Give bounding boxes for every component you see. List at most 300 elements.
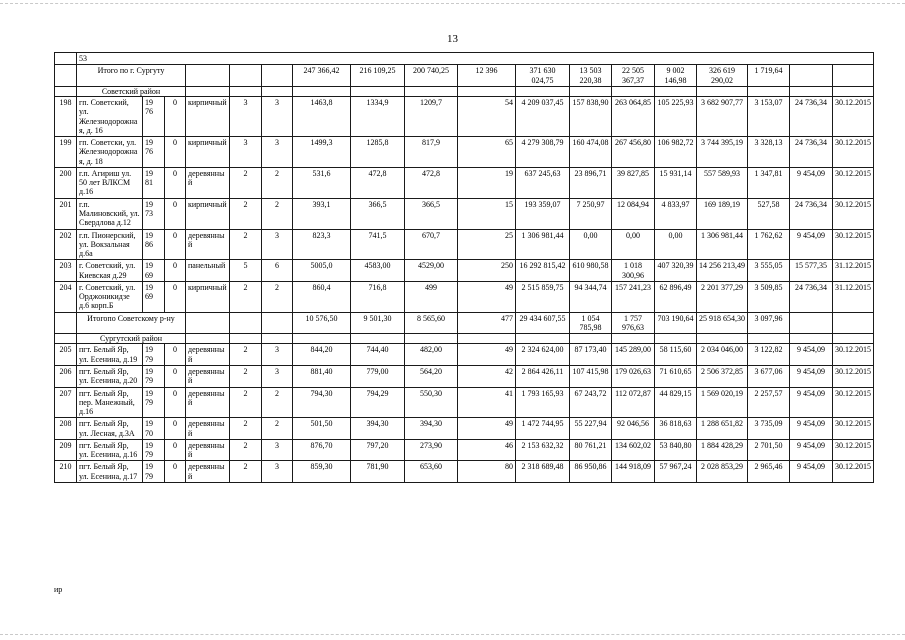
- cell-dt: 30.12.2015: [833, 461, 874, 483]
- cell-f: 2: [230, 281, 262, 312]
- cell: [55, 334, 77, 344]
- cell-a1: 501,50: [293, 418, 351, 440]
- cell-addr: пгт. Белый Яр, ул. Есенина, д.17: [77, 461, 143, 483]
- cell-z: 0: [165, 198, 186, 229]
- cell-s4: 14 256 213,49: [697, 260, 748, 282]
- cell-a2: 4583,00: [351, 260, 405, 282]
- cell-s4: 169 189,19: [697, 198, 748, 229]
- cell-dt: 30.12.2015: [833, 418, 874, 440]
- cell-t: 2 153 632,32: [516, 439, 570, 461]
- cell-addr: г. Советский, ул. Киевская д.29: [77, 260, 143, 282]
- cell: [55, 86, 77, 96]
- cell: [612, 334, 655, 344]
- footer-note: ир: [54, 585, 63, 594]
- cell-f: 5: [230, 260, 262, 282]
- cell-a2: 781,90: [351, 461, 405, 483]
- cell-dt: 30.12.2015: [833, 229, 874, 260]
- table-row: [55, 418, 874, 440]
- cell-s1: 80 761,21: [570, 439, 612, 461]
- cell-mat: кирпичный: [186, 281, 230, 312]
- cell-s3: 44 829,15: [655, 387, 697, 418]
- cell: [55, 312, 77, 334]
- total-cell: 1 054 785,98: [570, 312, 612, 334]
- cell-addr: пгт. Белый Яр, ул. Есенина, д.20: [77, 365, 143, 387]
- cell-z: 0: [165, 260, 186, 282]
- cell-a3: 273,90: [405, 439, 458, 461]
- cell-p: 42: [458, 365, 516, 387]
- cell-e: 3: [262, 365, 293, 387]
- cell-mat: деревянный: [186, 418, 230, 440]
- cell-year: 19 79: [143, 439, 165, 461]
- cell-s4: 1 306 981,44: [697, 229, 748, 260]
- cell-z: 0: [165, 365, 186, 387]
- cell-a3: 366,5: [405, 198, 458, 229]
- cell-t: 4 209 037,45: [516, 97, 570, 137]
- cell-t: 637 245,63: [516, 167, 570, 198]
- cell-p: 54: [458, 97, 516, 137]
- total-cell: 477: [458, 312, 516, 334]
- cell-n: 207: [55, 387, 77, 418]
- cell-n: 199: [55, 137, 77, 168]
- cell-lim: 15 577,35: [790, 260, 833, 282]
- cell-s2: 267 456,80: [612, 137, 655, 168]
- cell-z: 0: [165, 418, 186, 440]
- cell-p: 19: [458, 167, 516, 198]
- cell-dt: 31.12.2015: [833, 281, 874, 312]
- cell: [262, 334, 293, 344]
- cell-s4: 557 589,93: [697, 167, 748, 198]
- cell-year: 19 79: [143, 365, 165, 387]
- cell: [570, 86, 612, 96]
- cell-a3: 472,8: [405, 167, 458, 198]
- cell-n: 200: [55, 167, 77, 198]
- cell: [516, 334, 570, 344]
- cell-n: 205: [55, 344, 77, 366]
- cell-t: 16 292 815,42: [516, 260, 570, 282]
- cell: [293, 86, 351, 96]
- cell-s4: 2 034 046,00: [697, 344, 748, 366]
- cell: [230, 312, 262, 334]
- cell-s1: 157 838,90: [570, 97, 612, 137]
- total-cell: 29 434 607,55: [516, 312, 570, 334]
- cell-s2: 12 084,94: [612, 198, 655, 229]
- cell-a1: 531,6: [293, 167, 351, 198]
- cell-t: 2 324 624,00: [516, 344, 570, 366]
- cell-year: 19 70: [143, 418, 165, 440]
- section-title: Советский район: [77, 86, 186, 96]
- cell-dt: 30.12.2015: [833, 198, 874, 229]
- cell: [790, 334, 833, 344]
- cell-mat: кирпичный: [186, 137, 230, 168]
- table-body: [55, 53, 874, 483]
- cell-e: 3: [262, 137, 293, 168]
- section-total-row: [55, 312, 874, 334]
- cell-mat: кирпичный: [186, 97, 230, 137]
- cell-dt: 31.12.2015: [833, 260, 874, 282]
- section-header-row: [55, 334, 874, 344]
- top-row: [55, 53, 874, 65]
- cell-addr: г. Советский, ул. Орджоникидзе д.6 корп.Б: [77, 281, 143, 312]
- total-cell: 1 757 976,63: [612, 312, 655, 334]
- cell-s3: 106 982,72: [655, 137, 697, 168]
- table-row: [55, 439, 874, 461]
- cell-s3: 36 818,63: [655, 418, 697, 440]
- cell-mat: панельный: [186, 260, 230, 282]
- cell: [186, 86, 230, 96]
- cell-addr: г.п. Малиновский, ул. Свердлова д.12: [77, 198, 143, 229]
- cell-t: 2 515 859,75: [516, 281, 570, 312]
- cell-s1: 55 227,94: [570, 418, 612, 440]
- table-row: [55, 344, 874, 366]
- cell-a1: 844,20: [293, 344, 351, 366]
- cell-mat: деревянный: [186, 229, 230, 260]
- cell-p: 49: [458, 418, 516, 440]
- cell-s2: 157 241,23: [612, 281, 655, 312]
- table-row: [55, 461, 874, 483]
- cell-t: 1 472 744,95: [516, 418, 570, 440]
- cell: [458, 334, 516, 344]
- section-total-label: Итогопо Советскому р-ну: [77, 312, 186, 334]
- cell-lim: 24 736,34: [790, 281, 833, 312]
- cell-e: 3: [262, 461, 293, 483]
- table-row: [55, 260, 874, 282]
- cell-s3: 58 115,60: [655, 344, 697, 366]
- cell-t: 2 864 426,11: [516, 365, 570, 387]
- cell-lim: 9 454,09: [790, 344, 833, 366]
- cell-s3: 71 610,65: [655, 365, 697, 387]
- cell-year: 19 73: [143, 198, 165, 229]
- table-row: [55, 281, 874, 312]
- cell-e: 3: [262, 97, 293, 137]
- cell-p: 80: [458, 461, 516, 483]
- cell-year: 19 81: [143, 167, 165, 198]
- cell-f: 2: [230, 418, 262, 440]
- total-cell: 12 396: [458, 65, 516, 87]
- cell-lim: 24 736,34: [790, 137, 833, 168]
- cell-a2: 741,5: [351, 229, 405, 260]
- cell-p: 250: [458, 260, 516, 282]
- total-cell: 8 565,60: [405, 312, 458, 334]
- scan-edge-top: [0, 3, 905, 5]
- total-cell: 216 109,25: [351, 65, 405, 87]
- cell: [748, 86, 790, 96]
- cell: [262, 312, 293, 334]
- cell: [186, 334, 230, 344]
- total-cell: 9 501,30: [351, 312, 405, 334]
- cell-t: 4 279 308,79: [516, 137, 570, 168]
- cell-pm: 2 257,57: [748, 387, 790, 418]
- cell-z: 0: [165, 97, 186, 137]
- cell-s3: 0,00: [655, 229, 697, 260]
- cell-f: 2: [230, 387, 262, 418]
- cell-lim: 9 454,09: [790, 418, 833, 440]
- cell-s1: 87 173,40: [570, 344, 612, 366]
- cell-lim: 9 454,09: [790, 461, 833, 483]
- cell-n: 210: [55, 461, 77, 483]
- cell-s1: 67 243,72: [570, 387, 612, 418]
- cell-s3: 407 320,39: [655, 260, 697, 282]
- cell: [790, 312, 833, 334]
- cell-pm: 3 555,05: [748, 260, 790, 282]
- cell-s3: 105 225,93: [655, 97, 697, 137]
- cell-a2: 394,30: [351, 418, 405, 440]
- cell-a1: 860,4: [293, 281, 351, 312]
- table-row: [55, 229, 874, 260]
- cell-p: 49: [458, 281, 516, 312]
- cell-s4: 2 506 372,85: [697, 365, 748, 387]
- cell-year: 19 79: [143, 344, 165, 366]
- cell-a3: 482,00: [405, 344, 458, 366]
- cell-f: 2: [230, 365, 262, 387]
- cell-s2: 263 064,85: [612, 97, 655, 137]
- cell-dt: 30.12.2015: [833, 365, 874, 387]
- cell-s4: 1 569 020,19: [697, 387, 748, 418]
- scan-edge-bottom: [0, 634, 905, 636]
- cell-pm: 2 701,50: [748, 439, 790, 461]
- cell: [790, 86, 833, 96]
- cell: [351, 334, 405, 344]
- cell-mat: деревянный: [186, 167, 230, 198]
- cell-a1: 859,30: [293, 461, 351, 483]
- cell: [186, 312, 230, 334]
- cell: [516, 86, 570, 96]
- cell-a1: 1499,3: [293, 137, 351, 168]
- cell-s2: 39 827,85: [612, 167, 655, 198]
- cell: [293, 334, 351, 344]
- cell-pm: 3 509,85: [748, 281, 790, 312]
- cell-t: 1 306 981,44: [516, 229, 570, 260]
- cell-pm: 3 153,07: [748, 97, 790, 137]
- cell: [697, 334, 748, 344]
- cell-z: 0: [165, 281, 186, 312]
- cell-a3: 4529,00: [405, 260, 458, 282]
- cell-p: 25: [458, 229, 516, 260]
- table-row: [55, 365, 874, 387]
- cell-n: 208: [55, 418, 77, 440]
- cell-s4: 1 884 428,29: [697, 439, 748, 461]
- cell-addr: пгт. Белый Яр, ул. Есенина, д.19: [77, 344, 143, 366]
- total-cell: 3 097,96: [748, 312, 790, 334]
- cell-e: 6: [262, 260, 293, 282]
- cell-lim: 24 736,34: [790, 198, 833, 229]
- cell-s2: 134 602,02: [612, 439, 655, 461]
- total-cell: 1 719,64: [748, 65, 790, 87]
- cell-n: 206: [55, 365, 77, 387]
- cell-a3: 564,20: [405, 365, 458, 387]
- cell-dt: 30.12.2015: [833, 167, 874, 198]
- table-row: [55, 167, 874, 198]
- cell-t: 2 318 689,48: [516, 461, 570, 483]
- cell-addr: г.п. Агириш ул. 50 лет ВЛКСМ д.16: [77, 167, 143, 198]
- cell-dt: 30.12.2015: [833, 387, 874, 418]
- cell-z: 0: [165, 439, 186, 461]
- cell-f: 2: [230, 344, 262, 366]
- cell-a2: 1285,8: [351, 137, 405, 168]
- cell-p: 65: [458, 137, 516, 168]
- cell-s3: 53 840,80: [655, 439, 697, 461]
- cell-n: 201: [55, 198, 77, 229]
- cell: [655, 334, 697, 344]
- cell: [230, 86, 262, 96]
- cell: [262, 86, 293, 96]
- table-row: [55, 97, 874, 137]
- cell-f: 3: [230, 97, 262, 137]
- cell: [405, 86, 458, 96]
- cell-s1: 160 474,08: [570, 137, 612, 168]
- cell-a1: 823,3: [293, 229, 351, 260]
- cell-year: 19 79: [143, 387, 165, 418]
- cell-z: 0: [165, 461, 186, 483]
- cell-a1: 881,40: [293, 365, 351, 387]
- cell-dt: 30.12.2015: [833, 439, 874, 461]
- cell-a3: 1209,7: [405, 97, 458, 137]
- cell-pm: 2 965,46: [748, 461, 790, 483]
- cell-s4: 1 288 651,82: [697, 418, 748, 440]
- total-cell: 326 619 290,02: [697, 65, 748, 87]
- cell-e: 2: [262, 387, 293, 418]
- total-cell: 9 002 146,98: [655, 65, 697, 87]
- cell-s2: 144 918,09: [612, 461, 655, 483]
- cell-addr: гп. Советский, ул. Железнодорожная, д. 16: [77, 97, 143, 137]
- cell-p: 46: [458, 439, 516, 461]
- cell: [748, 334, 790, 344]
- cell-lim: 9 454,09: [790, 365, 833, 387]
- total-cell: 10 576,50: [293, 312, 351, 334]
- cell: [351, 86, 405, 96]
- cell-s3: 4 833,97: [655, 198, 697, 229]
- total-surgut-row: [55, 65, 874, 87]
- total-cell: 200 740,25: [405, 65, 458, 87]
- housing-register-table: [54, 52, 874, 483]
- cell-year: 19 76: [143, 137, 165, 168]
- cell-z: 0: [165, 167, 186, 198]
- cell-mat: кирпичный: [186, 198, 230, 229]
- cell-a2: 744,40: [351, 344, 405, 366]
- cell-z: 0: [165, 387, 186, 418]
- total-cell: 13 503 220,38: [570, 65, 612, 87]
- page-number: 13: [447, 33, 458, 45]
- cell-addr: гп. Советски, ул. Железнодорожная, д. 18: [77, 137, 143, 168]
- cell-year: 19 69: [143, 260, 165, 282]
- cell-s1: 23 896,71: [570, 167, 612, 198]
- cell-f: 2: [230, 229, 262, 260]
- cell-a2: 794,29: [351, 387, 405, 418]
- cell-a3: 817,9: [405, 137, 458, 168]
- cell: [833, 86, 874, 96]
- cell: [230, 334, 262, 344]
- cell-mat: деревянный: [186, 365, 230, 387]
- table-row: [55, 198, 874, 229]
- cell-pm: 1 762,62: [748, 229, 790, 260]
- total-cell: 22 505 367,37: [612, 65, 655, 87]
- cell-p: 41: [458, 387, 516, 418]
- cell-a1: 794,30: [293, 387, 351, 418]
- cell-mat: деревянный: [186, 387, 230, 418]
- cell-e: 3: [262, 229, 293, 260]
- cell-s1: 94 344,74: [570, 281, 612, 312]
- cell-a2: 779,00: [351, 365, 405, 387]
- cell-n: 203: [55, 260, 77, 282]
- cell-a2: 1334,9: [351, 97, 405, 137]
- cell-mat: деревянный: [186, 461, 230, 483]
- cell: [612, 86, 655, 96]
- cell-s4: 2 201 377,29: [697, 281, 748, 312]
- cell-f: 3: [230, 137, 262, 168]
- cell-s1: 86 950,86: [570, 461, 612, 483]
- cell-pm: 3 735,09: [748, 418, 790, 440]
- cell-s4: 2 028 853,29: [697, 461, 748, 483]
- cell-addr: пгт. Белый Яр, ул. Есенина, д.16: [77, 439, 143, 461]
- cell-year: 19 76: [143, 97, 165, 137]
- cell-s3: 57 967,24: [655, 461, 697, 483]
- total-cell: 25 918 654,30: [697, 312, 748, 334]
- cell-a3: 550,30: [405, 387, 458, 418]
- cell-t: 1 793 165,93: [516, 387, 570, 418]
- cell: [833, 312, 874, 334]
- cell: [405, 334, 458, 344]
- cell-z: 0: [165, 137, 186, 168]
- cell-dt: 30.12.2015: [833, 344, 874, 366]
- cell-s1: 7 250,97: [570, 198, 612, 229]
- cell-p: 49: [458, 344, 516, 366]
- top-row-label: 53: [77, 53, 874, 65]
- cell-n: 204: [55, 281, 77, 312]
- cell-a1: 5005,0: [293, 260, 351, 282]
- section-header-row: [55, 86, 874, 96]
- cell-e: 3: [262, 439, 293, 461]
- cell-a1: 876,70: [293, 439, 351, 461]
- cell-addr: г.п. Пионерский, ул. Вокзальная д.6а: [77, 229, 143, 260]
- cell-s1: 107 415,98: [570, 365, 612, 387]
- cell-s2: 179 026,63: [612, 365, 655, 387]
- cell-e: 2: [262, 167, 293, 198]
- cell-lim: 9 454,09: [790, 229, 833, 260]
- cell-f: 2: [230, 198, 262, 229]
- cell: [458, 86, 516, 96]
- cell-z: 0: [165, 344, 186, 366]
- cell-year: 19 69: [143, 281, 165, 312]
- cell: [570, 334, 612, 344]
- cell-e: 3: [262, 344, 293, 366]
- cell-n: 209: [55, 439, 77, 461]
- cell-p: 15: [458, 198, 516, 229]
- cell-a1: 393,1: [293, 198, 351, 229]
- cell-a2: 472,8: [351, 167, 405, 198]
- cell-a2: 716,8: [351, 281, 405, 312]
- cell-n: 202: [55, 229, 77, 260]
- cell-a1: 1463,8: [293, 97, 351, 137]
- total-cell: 247 366,42: [293, 65, 351, 87]
- table-row: [55, 387, 874, 418]
- cell-e: 2: [262, 418, 293, 440]
- cell-mat: деревянный: [186, 344, 230, 366]
- cell: [655, 86, 697, 96]
- cell-addr: пгт. Белый Яр, ул. Лесная, д.3А: [77, 418, 143, 440]
- cell-a3: 670,7: [405, 229, 458, 260]
- cell-s3: 15 931,14: [655, 167, 697, 198]
- cell-s2: 92 046,56: [612, 418, 655, 440]
- cell-n: 198: [55, 97, 77, 137]
- cell-a2: 366,5: [351, 198, 405, 229]
- cell-addr: пгт. Белый Яр, пер. Манежный, д.16: [77, 387, 143, 418]
- cell-f: 2: [230, 461, 262, 483]
- cell-a2: 797,20: [351, 439, 405, 461]
- cell-a3: 653,60: [405, 461, 458, 483]
- cell-pm: 3 328,13: [748, 137, 790, 168]
- cell-pm: 3 677,06: [748, 365, 790, 387]
- cell-mat: деревянный: [186, 439, 230, 461]
- cell-lim: 9 454,09: [790, 439, 833, 461]
